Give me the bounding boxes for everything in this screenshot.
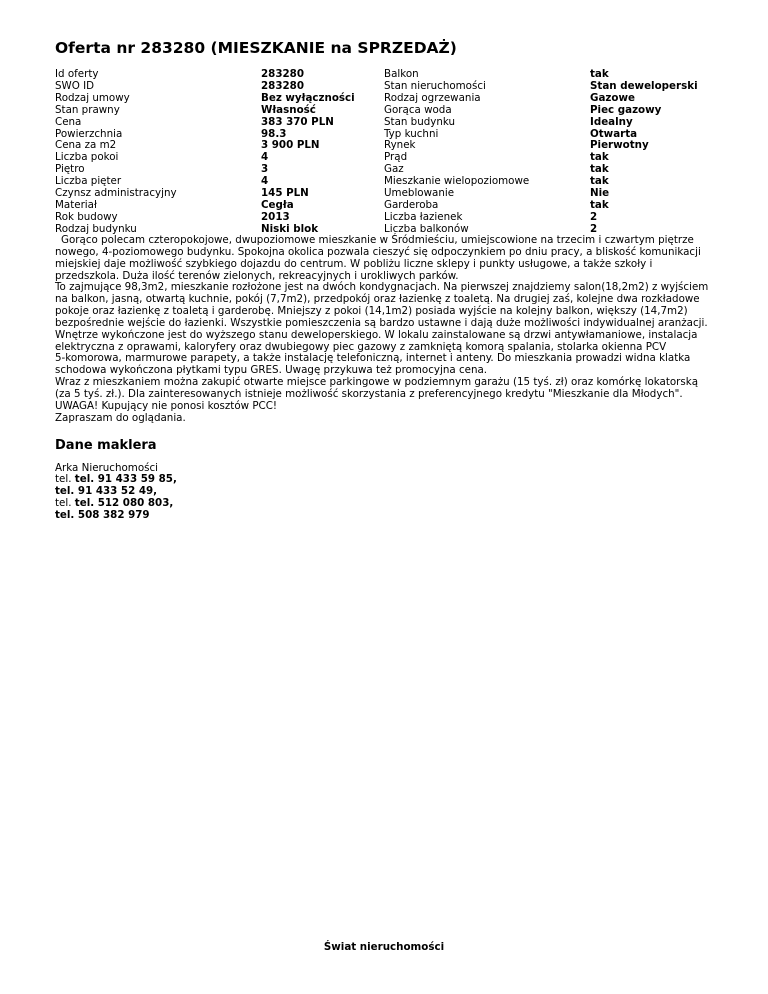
property-value: Nie	[590, 187, 610, 200]
broker-section-title: Dane maklera	[55, 437, 157, 453]
property-value: Idealny	[590, 115, 633, 128]
property-label: Mieszkanie wielopoziomowe	[384, 175, 530, 188]
phone-number[interactable]: tel. 508 382 979	[55, 509, 150, 522]
phone-number[interactable]: tel. 512 080 803,	[74, 497, 174, 510]
properties-table	[55, 69, 715, 235]
property-value: Stan deweloperski	[590, 79, 698, 92]
description-line: (za 5 tyś. zł.). Dla zainteresowanych istnieje możliwość skorzystania z preferencyjnego kredytu "Mieszkanie dla Młodych".	[55, 387, 683, 400]
property-value: 283280	[261, 68, 304, 80]
properties-right-values	[590, 69, 698, 236]
phone-number[interactable]: tel. 91 433 59 85,	[74, 473, 177, 486]
property-value: Cegła	[261, 198, 294, 211]
description-line: bezpośrednie wejście do łazienki. Wszystkie pomieszczenia są bardzo ustawne i dają duże możliwości indywidualnej aranżacji.	[55, 316, 708, 329]
broker-phone-line	[55, 498, 715, 510]
property-value: tak	[590, 151, 609, 164]
property-label: Materiał	[55, 198, 97, 211]
property-label: Gaz	[384, 163, 404, 176]
property-label: Stan nieruchomości	[384, 79, 486, 92]
property-label: Cena za m2	[55, 139, 117, 152]
property-value: 2	[590, 222, 598, 235]
description-line: elektryczna z oprawami, kaloryfery oraz dwubiegowy piec gazowy z zamkniętą komorą spalania, stolarka okienna PCV	[55, 340, 667, 353]
description-line: Wnętrze wykończone jest do wyższego stanu deweloperskiego. W lokalu zainstalowane są drzwi antywłamaniowe, instalacja	[55, 328, 698, 341]
property-value: Gazowe	[590, 91, 635, 104]
property-label: Powierzchnia	[55, 127, 123, 140]
broker-agency: Arka Nieruchomości	[55, 461, 159, 474]
property-value: Pierwotny	[590, 139, 649, 152]
property-label: Rok budowy	[55, 210, 118, 223]
property-value: 283280	[261, 79, 304, 92]
description-line: nowego, 4-poziomowego budynku. Spokojna okolica pozwala cieszyć się odpoczynkiem po dniu pracy, a bliskość komunikacji	[55, 245, 701, 258]
description-line: UWAGA! Kupujący nie ponosi kosztów PCC!	[55, 399, 278, 412]
property-value: Otwarta	[590, 127, 638, 140]
footer-brand: Świat nieruchomości	[323, 941, 445, 953]
property-value: 4	[261, 175, 269, 188]
property-label: SWO ID	[55, 79, 95, 92]
property-value: tak	[590, 175, 609, 188]
property-value: 4	[261, 151, 269, 164]
phone-number[interactable]: tel. 91 433 52 49,	[55, 485, 158, 498]
tel-prefix: tel.	[55, 473, 72, 486]
description-line: przedszkola. Duża ilość terenów zielonych, rekreacyjnych i urokliwych parków.	[55, 269, 459, 282]
description-line: Wraz z mieszkaniem można zakupić otwarte miejsce parkingowe w podziemnym garażu (15 tyś. zł) oraz komórkę lokatorską	[55, 376, 699, 389]
property-label: Id oferty	[55, 68, 99, 80]
property-label: Piętro	[55, 163, 85, 176]
properties-left-values	[261, 69, 355, 236]
property-value: tak	[590, 198, 609, 211]
property-value: Piec gazowy	[590, 103, 662, 116]
property-label: Stan prawny	[55, 103, 120, 116]
description-line: schodowa wykończona płytkami typu GRES. Uwagę przykuwa też promocyjna cena.	[55, 364, 488, 377]
property-label: Stan budynku	[384, 115, 456, 128]
description-line: miejskiej daje możliwość szybkiego dojazdu do centrum. W pobliżu liczne sklepy i punkty usługowe, a także szkoły i	[55, 257, 653, 270]
property-label: Gorąca woda	[384, 103, 452, 116]
property-label: Czynsz administracyjny	[55, 187, 177, 200]
property-value: tak	[590, 163, 609, 176]
property-value: Własność	[261, 103, 316, 116]
property-label: Typ kuchni	[384, 127, 439, 140]
property-label: Liczba pokoi	[55, 151, 119, 164]
property-label: Rodzaj ogrzewania	[384, 91, 481, 104]
property-value: tak	[590, 68, 609, 80]
property-value: 145 PLN	[261, 187, 309, 200]
property-value: Niski blok	[261, 222, 319, 235]
property-label: Cena	[55, 115, 82, 128]
description-line: na balkon, jasną, otwartą kuchnie, pokój (7,7m2), przedpokój oraz łazienkę z toaletą. Na drugiej zaś, kolejne dwa rozkładowe	[55, 293, 700, 306]
broker-details	[55, 463, 715, 523]
description-line: 5-komorowa, marmurowe parapety, a także instalację telefoniczną, internet i anteny. Do mieszkania prowadzi widna klatka	[55, 352, 691, 365]
property-label: Liczba pięter	[55, 175, 122, 188]
property-value: Bez wyłączności	[261, 91, 355, 104]
property-value: 3 900 PLN	[261, 139, 320, 152]
description-line: Gorąco polecam czteropokojowe, dwupoziomowe mieszkanie w Śródmieściu, umiejscowione na trzecim i czwartym piętrze	[61, 234, 694, 246]
property-label: Rynek	[384, 139, 416, 152]
description-line: pokoje oraz łazienkę z toaletą i garderobę. Mniejszy z pokoi (14,1m2) posiada wyjście na kolejny balkon, większy (14,7m2)	[55, 305, 688, 318]
description-line: To zajmujące 98,3m2, mieszkanie rozłożone jest na dwóch kondygnacjach. Na pierwszej znajdziemy salon(18,2m2) z wyjściem	[55, 281, 709, 294]
property-label: Liczba balkonów	[384, 222, 469, 235]
properties-left-labels	[55, 69, 177, 236]
property-label: Garderoba	[384, 198, 439, 211]
property-label: Rodzaj umowy	[55, 91, 130, 104]
offer-description	[55, 235, 715, 425]
property-value: 2013	[261, 210, 290, 223]
properties-right-labels	[384, 69, 529, 236]
offer-document	[55, 38, 715, 522]
property-value: 2	[590, 210, 598, 223]
tel-prefix: tel.	[55, 497, 72, 510]
offer-title: Oferta nr 283280 (MIESZKANIE na SPRZEDAŻ)	[55, 39, 457, 57]
property-value: 3	[261, 163, 269, 176]
property-value: 98.3	[261, 127, 287, 140]
property-value: 383 370 PLN	[261, 115, 334, 128]
property-label: Umeblowanie	[384, 187, 455, 200]
property-label: Balkon	[384, 68, 419, 80]
description-line: Zapraszam do oglądania.	[55, 411, 186, 424]
property-label: Prąd	[384, 151, 408, 164]
property-label: Rodzaj budynku	[55, 222, 137, 235]
property-label: Liczba łazienek	[384, 210, 463, 223]
